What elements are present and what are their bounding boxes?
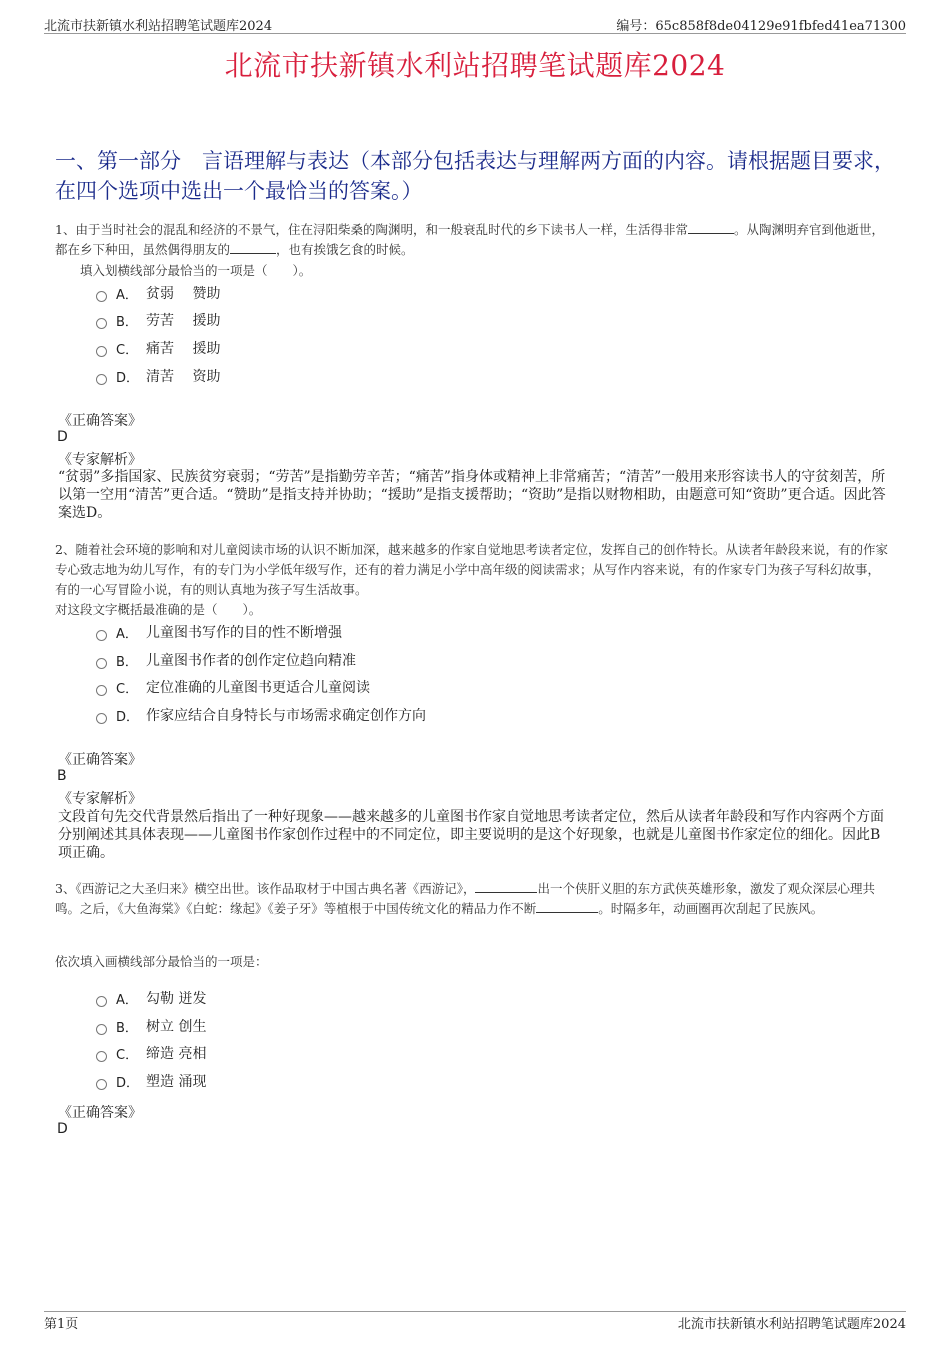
option-text: 塑造 涌现 [146, 1074, 207, 1090]
option-letter: D． [116, 1075, 140, 1091]
radio-icon[interactable] [96, 713, 107, 724]
question-1-answer: D [57, 429, 68, 445]
question-2-text: 2、随着社会环境的影响和对儿童阅读市场的认识不断加深，越来越多的作家自觉地思考读者定位，发挥自己的创作特长。从读者年龄段来说，有的作家专心致志地为幼儿写作，有的专门为小学低年级写作，还有的着力满足小学中高年级的阅读需求；从写作内容来说，有的作家专门为孩子写科幻故事，有的一心写冒险小说，有的则认真地为孩子写生活故事。 [55, 542, 888, 597]
option-text: 劳苦 援助 [146, 313, 221, 329]
header-doc-id: 编号：65c858f8de04129e91fbfed41ea71300 [616, 19, 906, 34]
question-1-option-d[interactable] [96, 365, 220, 387]
question-2-answer: B [57, 768, 67, 784]
question-1-option-b[interactable] [96, 309, 220, 331]
question-1-text-part-b: 。从陶渊明弃官到他逝世，都在乡下种田，虽然偶得朋友的 [55, 222, 884, 257]
question-2-analysis-label: 《专家解析》 [58, 791, 142, 807]
option-text: 儿童图书写作的目的性不断增强 [146, 625, 342, 641]
option-letter: C． [116, 681, 139, 697]
option-letter: D． [116, 370, 140, 386]
section-heading: 一、第一部分 言语理解与表达（本部分包括表达与理解两方面的内容。请根据题目要求，在四个选项中选出一个最恰当的答案。） [55, 149, 895, 203]
radio-icon[interactable] [96, 1024, 107, 1035]
question-1-option-a[interactable] [96, 282, 220, 304]
radio-icon[interactable] [96, 374, 107, 385]
option-text: 定位准确的儿童图书更适合儿童阅读 [146, 680, 370, 696]
question-3-option-c[interactable] [96, 1042, 206, 1064]
question-3-answer-label: 《正确答案》 [58, 1105, 142, 1121]
radio-icon[interactable] [96, 658, 107, 669]
question-1-prompt: 填入划横线部分最恰当的一项是（ ）。 [80, 263, 312, 278]
footer-page-number: 第1页 [44, 1317, 79, 1332]
option-letter: A． [116, 287, 138, 303]
question-1-text [55, 220, 890, 260]
page-title: 北流市扶新镇水利站招聘笔试题库2024 [224, 49, 726, 82]
radio-icon[interactable] [96, 291, 107, 302]
radio-icon[interactable] [96, 630, 107, 641]
question-2-answer-label: 《正确答案》 [58, 752, 142, 768]
option-letter: A． [116, 992, 138, 1008]
option-text: 儿童图书作者的创作定位趋向精准 [146, 653, 356, 669]
question-2-prompt: 对这段文字概括最准确的是（ ）。 [55, 602, 262, 617]
radio-icon[interactable] [96, 685, 107, 696]
radio-icon[interactable] [96, 318, 107, 329]
question-3-text-part-b: 出一个侠肝义胆的东方武侠英雄形象，激发了观众深层心理共鸣。之后，《大鱼海棠》《白蛇：缘起》《姜子牙》等植根于中国传统文化的精品力作不断 [55, 881, 875, 916]
footer-title: 北流市扶新镇水利站招聘笔试题库2024 [677, 1317, 906, 1332]
option-text: 痛苦 援助 [146, 341, 221, 357]
question-1-answer-label: 《正确答案》 [58, 413, 142, 429]
header-divider [44, 33, 906, 34]
header-left-title: 北流市扶新镇水利站招聘笔试题库2024 [44, 19, 273, 34]
question-1-option-c[interactable] [96, 337, 220, 359]
radio-icon[interactable] [96, 346, 107, 357]
option-letter: B． [116, 314, 138, 330]
option-text: 勾勒 迸发 [146, 991, 207, 1007]
question-3-option-a[interactable] [96, 987, 206, 1009]
question-3-blank-1 [475, 879, 537, 893]
option-text: 树立 创生 [146, 1019, 207, 1035]
option-letter: D． [116, 709, 140, 725]
question-2-option-d[interactable] [96, 704, 426, 726]
radio-icon[interactable] [96, 1079, 107, 1090]
question-2-option-a[interactable] [96, 621, 342, 643]
question-2-option-c[interactable] [96, 676, 370, 698]
option-letter: C． [116, 342, 139, 358]
question-1-analysis: “贫弱”多指国家、民族贫穷衰弱；“劳苦”是指勤劳辛苦；“痛苦”指身体或精神上非常痛苦；“清苦”一般用来形容读书人的守贫刻苦，所以第一空用“清苦”更合适。“赞助”是指支持并协助；“援助”是指支援帮助；“资助”是指以财物相助，由题意可知“资助”更合适。因此答案选D。 [58, 469, 886, 521]
option-letter: B． [116, 1020, 138, 1036]
question-2-option-b[interactable] [96, 649, 356, 671]
question-3-text-part-c: 。时隔多年，动画圈再次刮起了民族风。 [598, 901, 824, 916]
footer-divider [44, 1311, 906, 1312]
question-3-text-part-a: 3、《西游记之大圣归来》横空出世。该作品取材于中国古典名著《西游记》， [55, 881, 476, 896]
question-2-analysis: 文段首句先交代背景然后指出了一种好现象——越来越多的儿童图书作家自觉地思考读者定位，然后从读者年龄段和写作内容两个方面分别阐述其具体表现——儿童图书作家创作过程中的不同定位，即主要说明的是这个好现象，也就是儿童图书作家定位的细化。因此B项正确。 [58, 809, 884, 861]
option-letter: A． [116, 626, 138, 642]
option-letter: C． [116, 1047, 139, 1063]
question-1-analysis-label: 《专家解析》 [58, 452, 142, 468]
question-3-text [55, 879, 895, 919]
question-3-blank-2 [536, 899, 598, 913]
question-3-answer: D [57, 1121, 68, 1137]
option-text: 缔造 亮相 [146, 1046, 207, 1062]
question-1-blank-2 [230, 240, 276, 254]
question-1-text-part-c: ，也有挨饿乞食的时候。 [276, 242, 414, 257]
question-3-option-b[interactable] [96, 1015, 206, 1037]
option-text: 贫弱 赞助 [146, 286, 221, 302]
radio-icon[interactable] [96, 996, 107, 1007]
option-text: 作家应结合自身特长与市场需求确定创作方向 [146, 708, 426, 724]
question-3-option-d[interactable] [96, 1070, 206, 1092]
option-text: 清苦 资助 [146, 369, 221, 385]
question-1-text-part-a: 1、由于当时社会的混乱和经济的不景气，住在浔阳柴桑的陶渊明，和一般衰乱时代的乡下读书人一样，生活得非常 [55, 222, 688, 237]
radio-icon[interactable] [96, 1051, 107, 1062]
question-3-prompt: 依次填入画横线部分最恰当的一项是： [55, 954, 268, 969]
question-1-blank-1 [688, 220, 734, 234]
option-letter: B． [116, 654, 138, 670]
